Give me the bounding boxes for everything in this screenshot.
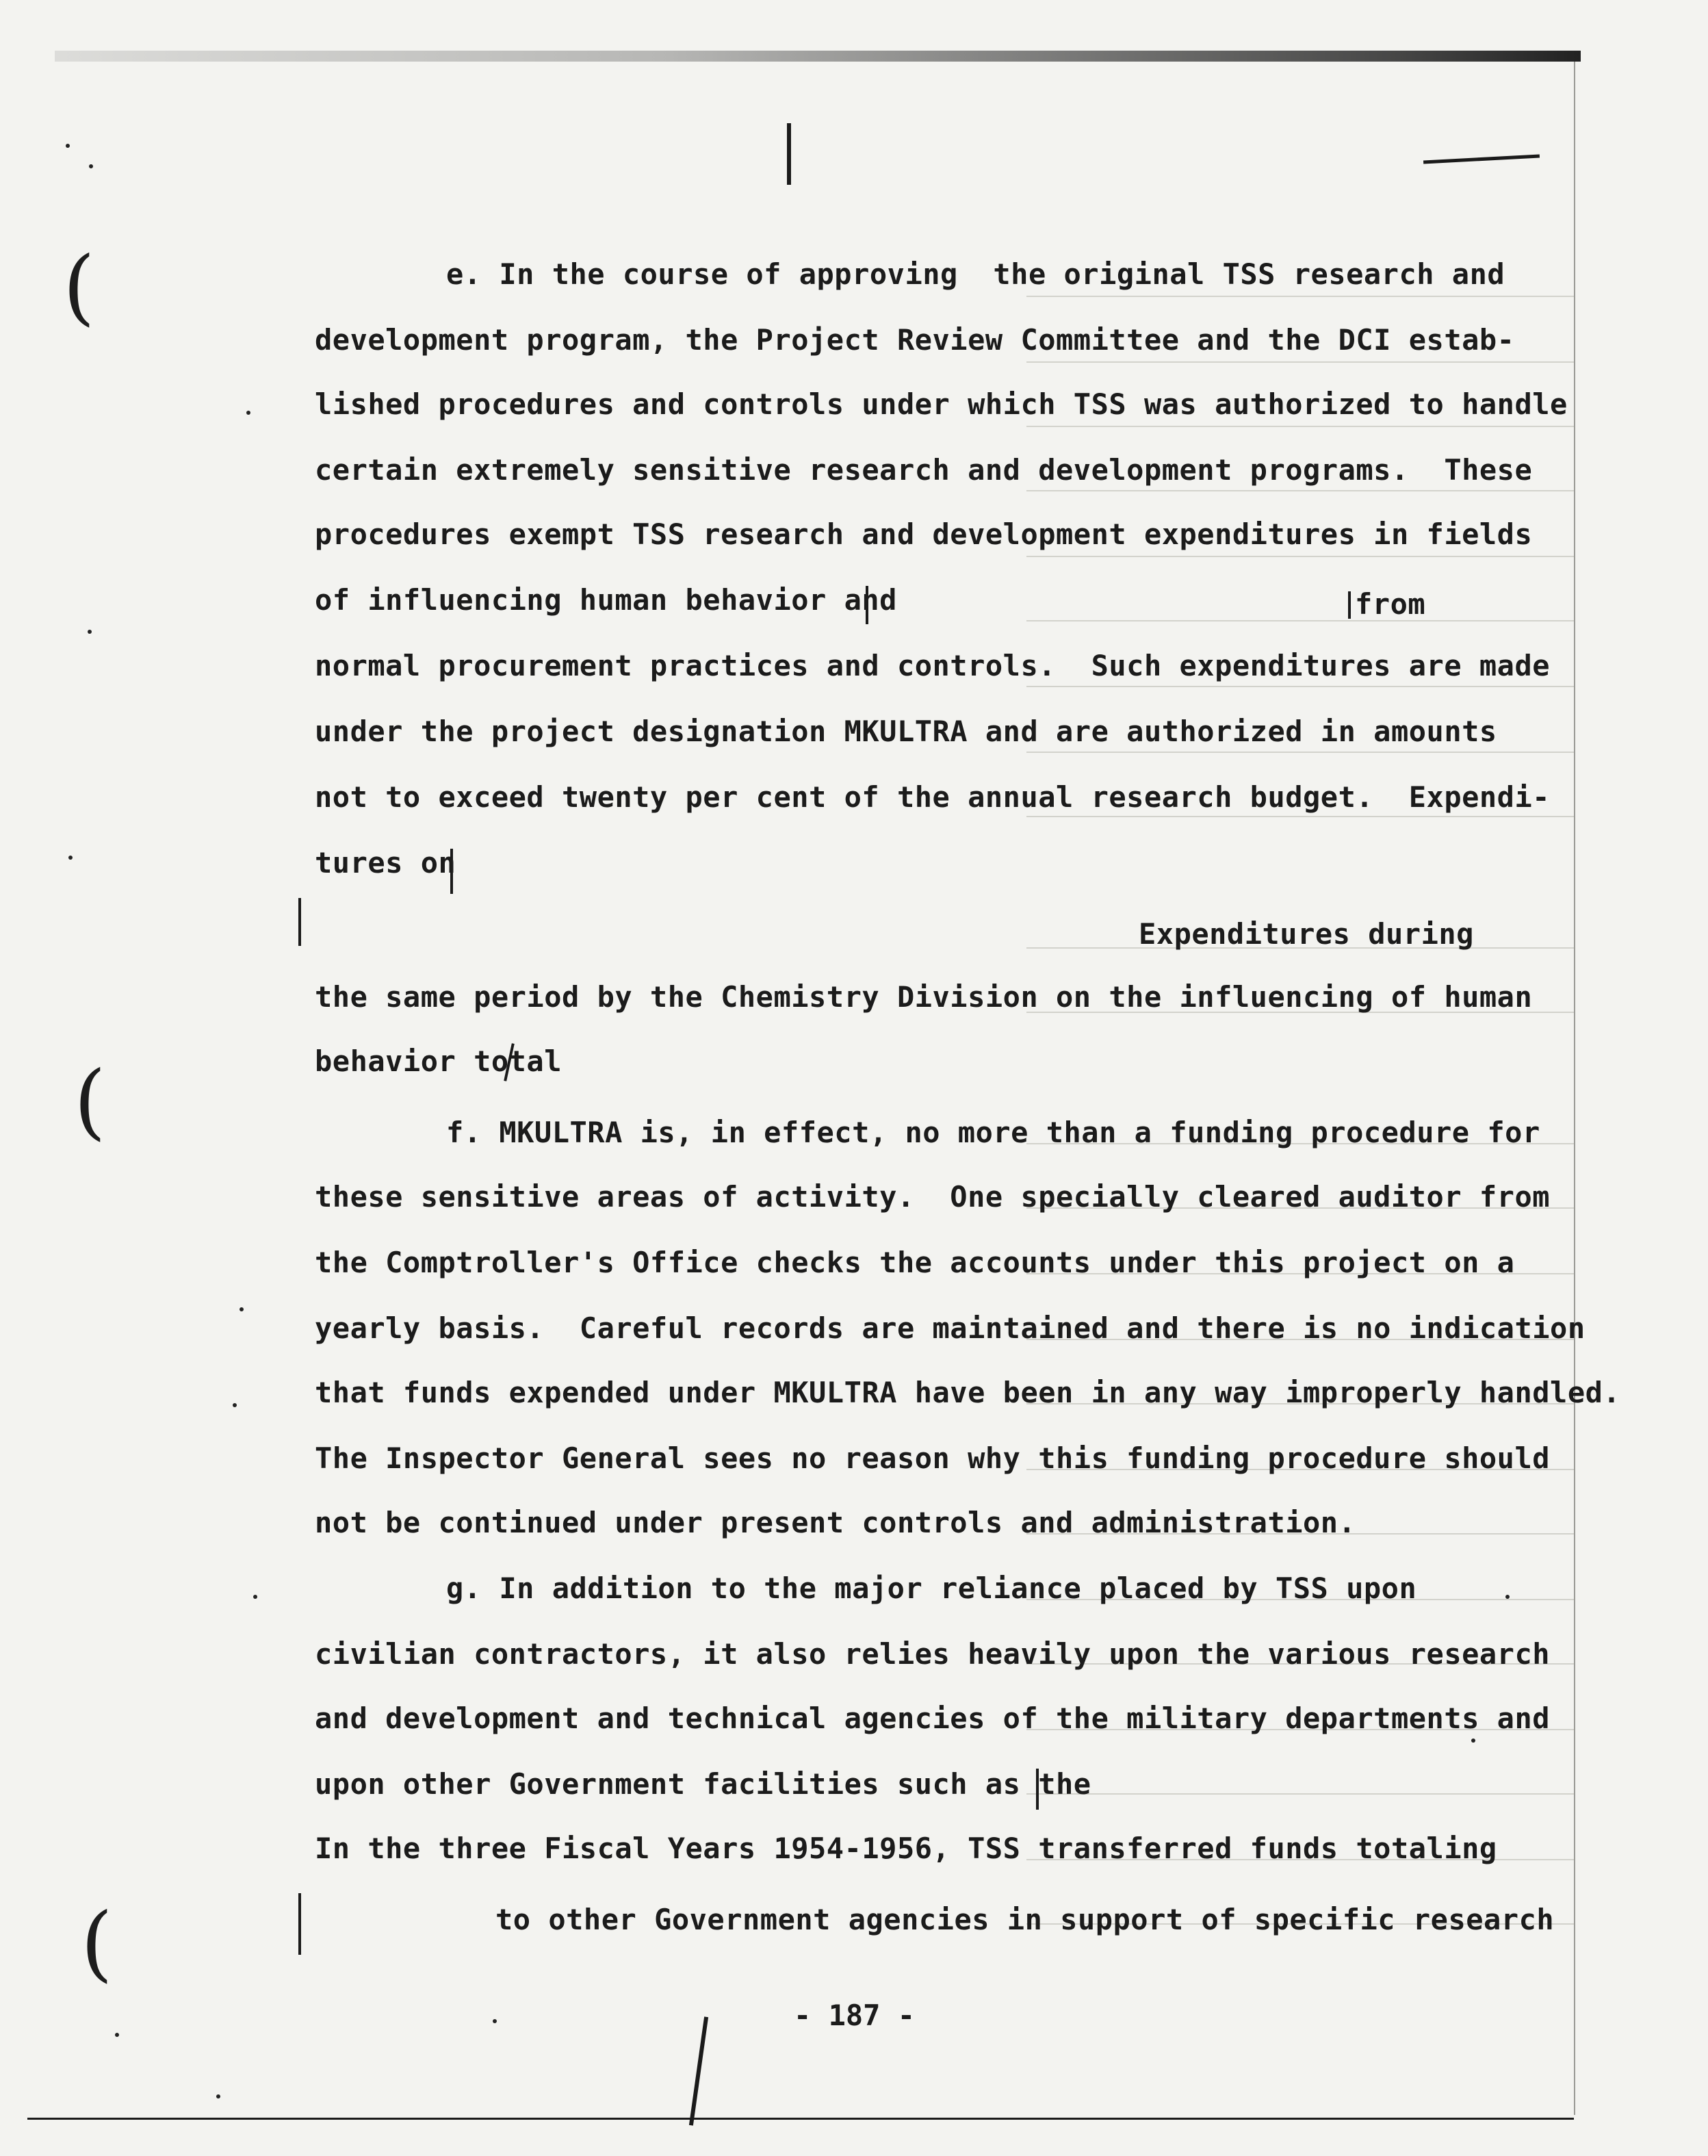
- text-line: behavior total: [315, 1044, 562, 1078]
- scan-right-edge: [1574, 62, 1575, 2115]
- text-line: not to exceed twenty per cent of the annual research budget. Expendi-: [315, 780, 1551, 814]
- scan-speck: [493, 2019, 497, 2023]
- ruled-line: [1026, 686, 1574, 687]
- text-line: yearly basis. Careful records are maintained and there is no indication: [315, 1311, 1586, 1345]
- ruled-line: [1026, 426, 1574, 427]
- binder-hole-mark: (: [74, 1054, 106, 1149]
- binder-hole-mark: (: [63, 240, 95, 335]
- text-line: the Comptroller's Office checks the accounts under this project on a: [315, 1246, 1515, 1279]
- scan-speck: [1471, 1738, 1475, 1743]
- page-number: - 187 -: [794, 1999, 916, 2032]
- text-line: civilian contractors, it also relies heavily upon the various research: [315, 1637, 1551, 1671]
- text-line: g. In addition to the major reliance placed by TSS upon: [446, 1571, 1417, 1605]
- text-line: not be continued under present controls and administration.: [315, 1506, 1356, 1539]
- redaction-edge-mark: [298, 1893, 301, 1955]
- scan-speck: [66, 144, 70, 148]
- ruled-line: [1026, 1793, 1574, 1795]
- scan-speck: [68, 856, 73, 860]
- text-line: and development and technical agencies of the military departments and: [315, 1702, 1551, 1735]
- text-line: certain extremely sensitive research and development programs. These: [315, 453, 1533, 487]
- ruled-line: [1026, 556, 1574, 557]
- text-line: under the project designation MKULTRA and are authorized in amounts: [315, 715, 1497, 748]
- scan-mark: [689, 2016, 708, 2125]
- scan-speck: [1505, 1595, 1510, 1599]
- text-line: procedures exempt TSS research and development expenditures in fields: [315, 517, 1533, 551]
- scan-speck: [240, 1307, 244, 1311]
- ruled-line: [1026, 752, 1574, 753]
- text-line: to other Government agencies in support of specific research: [495, 1903, 1555, 1936]
- ruled-line: [1026, 361, 1574, 363]
- ruled-line: [1026, 816, 1574, 817]
- ruled-line: [1026, 490, 1574, 491]
- ruled-line: [1026, 296, 1574, 297]
- redaction-edge-mark: [1348, 591, 1351, 619]
- scan-speck: [233, 1403, 237, 1407]
- scan-mark: [1423, 155, 1540, 164]
- scan-bottom-edge: [27, 2118, 1574, 2120]
- scan-speck: [246, 411, 250, 415]
- scan-mark: [787, 123, 791, 185]
- text-line: Expenditures during: [1139, 917, 1474, 951]
- text-line: development program, the Project Review Committee and the DCI estab-: [315, 323, 1515, 357]
- scan-speck: [88, 630, 92, 634]
- scan-speck: [216, 2094, 220, 2099]
- text-line: tures on: [315, 846, 456, 880]
- text-line: normal procurement practices and controls. Such expenditures are made: [315, 649, 1551, 682]
- ruled-line: [1026, 620, 1574, 621]
- text-line: f. MKULTRA is, in effect, no more than a funding procedure for: [446, 1116, 1540, 1149]
- scan-speck: [253, 1595, 257, 1599]
- redaction-edge-mark: [298, 898, 301, 946]
- text-line: upon other Government facilities such as the: [315, 1767, 1091, 1801]
- text-line: these sensitive areas of activity. One specially cleared auditor from: [315, 1180, 1551, 1214]
- text-line: The Inspector General sees no reason why this funding procedure should: [315, 1441, 1551, 1475]
- scan-speck: [89, 164, 93, 168]
- scan-speck: [115, 2033, 119, 2037]
- text-line: e. In the course of approving the original TSS research and: [446, 257, 1505, 291]
- text-line: In the three Fiscal Years 1954-1956, TSS transferred funds totaling: [315, 1832, 1497, 1865]
- text-line: of influencing human behavior and: [315, 583, 897, 617]
- text-line: from: [1355, 587, 1426, 621]
- binder-hole-mark: (: [81, 1896, 113, 1991]
- text-line: lished procedures and controls under which TSS was authorized to handle: [315, 387, 1568, 421]
- text-line: the same period by the Chemistry Division on the influencing of human: [315, 980, 1533, 1014]
- text-line: that funds expended under MKULTRA have been in any way improperly handled.: [315, 1376, 1621, 1409]
- scan-top-edge: [55, 51, 1581, 62]
